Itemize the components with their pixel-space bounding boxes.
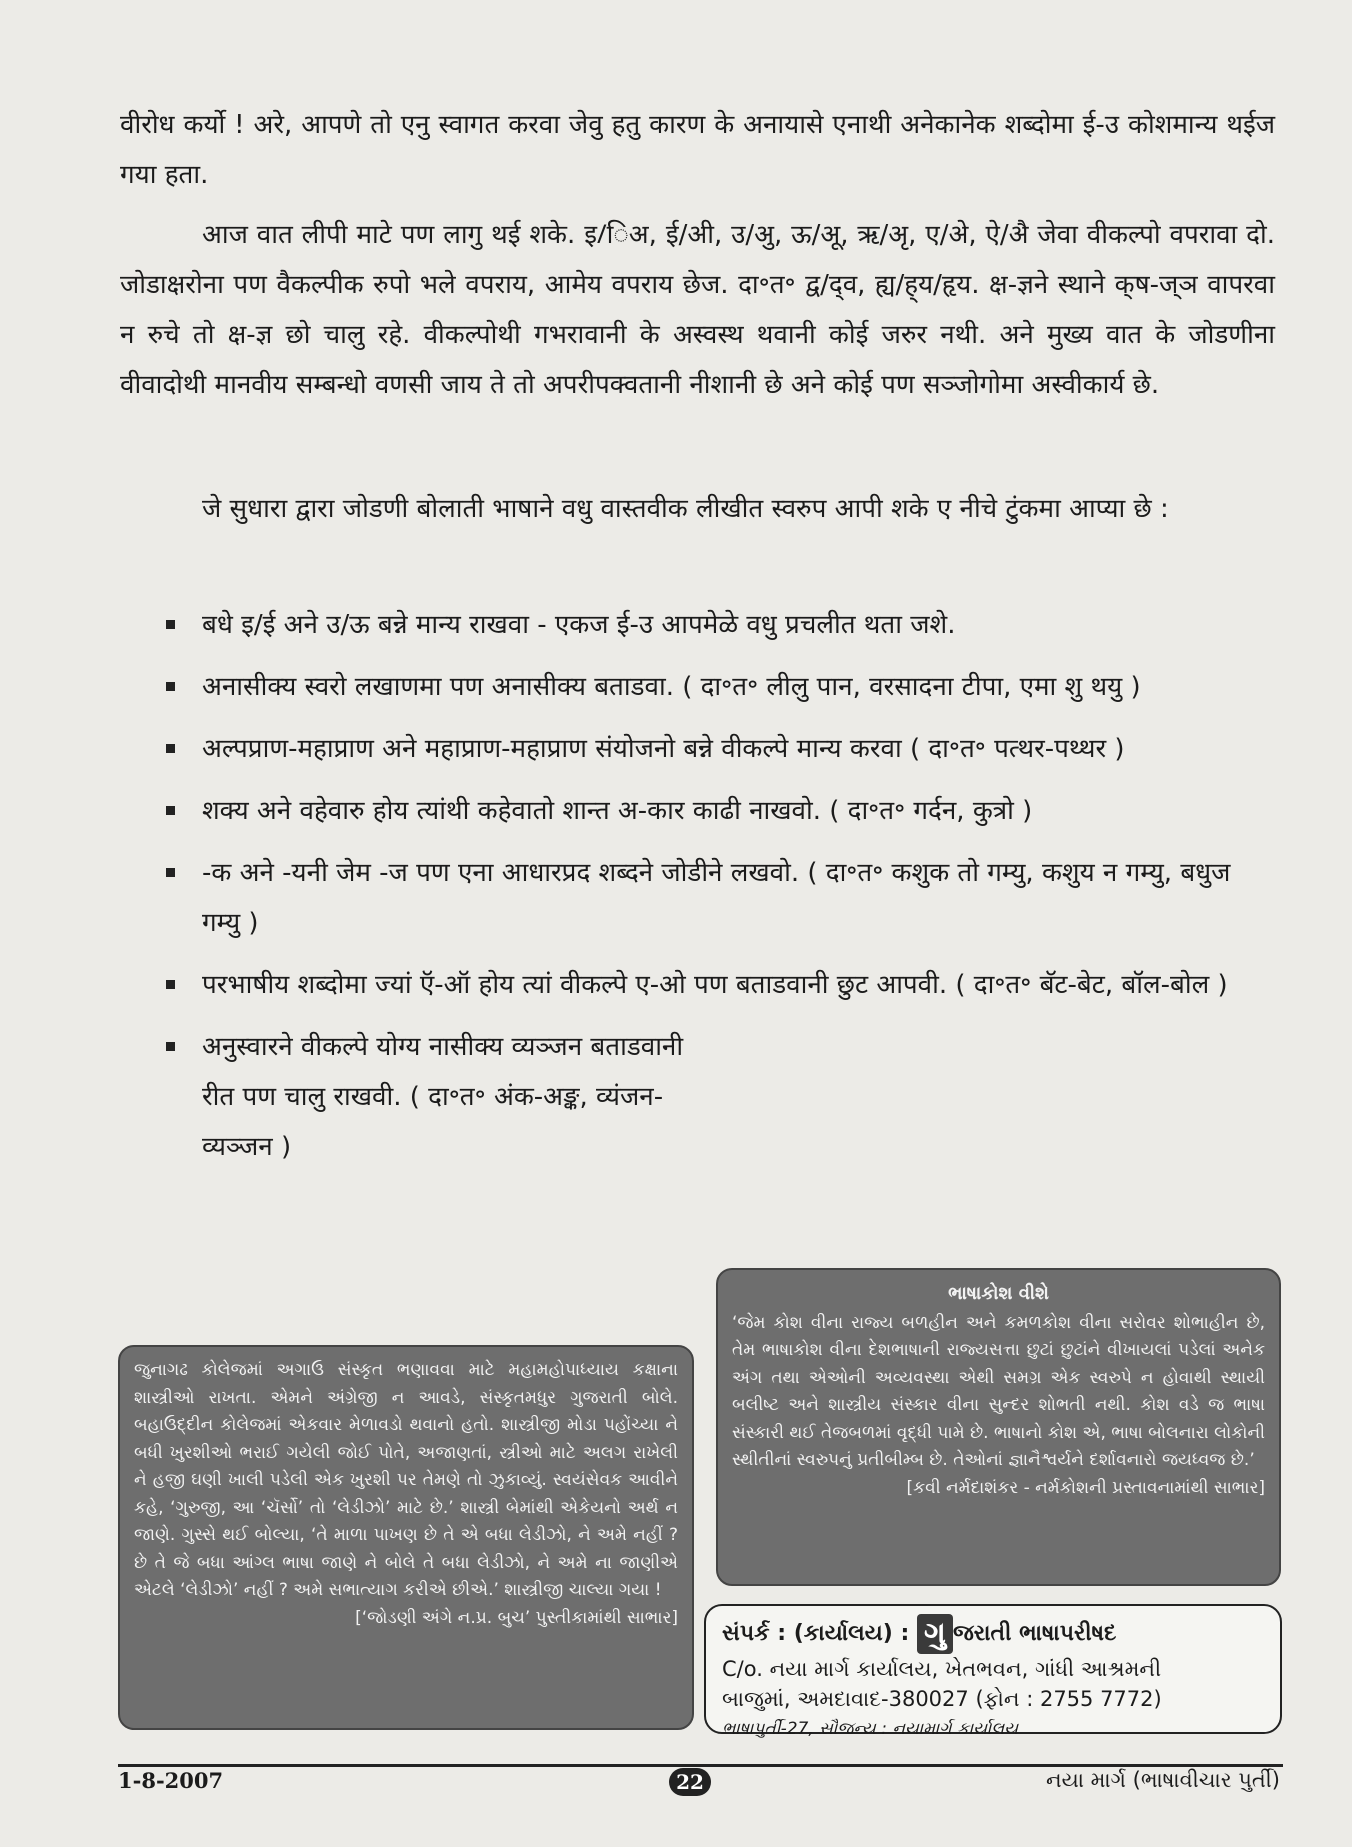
anecdote-box: [118, 1345, 694, 1730]
contact-address-2: બાજુમાં, અમદાવાદ-380027 (ફોન : 2755 7772): [722, 1687, 1162, 1711]
bhashakosh-box: [716, 1268, 1281, 1586]
gu-logo-icon: ગુ: [917, 1614, 953, 1654]
bullet-square-icon: [166, 744, 175, 753]
box-source: [કવી નર્મદાશંકર - નર્મકોશની પ્રસ્તાવનામાંથી સાભાર]: [906, 1477, 1265, 1498]
page-number: 22: [669, 1768, 711, 1796]
list-item: बधे इ/ई अने उ/ऊ बन्ने मान्य राखवा - एकज ई-उ आपमेळे वधु प्रचलीत थता जशे.: [160, 600, 1275, 650]
list-item: अनासीक्य स्वरो लखाणमा पण अनासीक्य बताडवा. ( दा॰त॰ लीलु पान, वरसादना टीपा, एमा शु थयु ): [160, 662, 1275, 712]
list-item: शक्य अने वहेवारु होय त्यांथी कहेवातो शान्त अ-कार काढी नाखवो. ( दा॰त॰ गर्दन, कुत्रो ): [160, 786, 1275, 836]
paragraph-2: आज वात लीपी माटे पण लागु थई शके. इ/िअ, ई/अी, उ/अु, ऊ/अू, ऋ/अृ, ए/अे, ऐ/अै जेवा वीकल्पो वपरावा दो. जोडाक्षरोना पण वैकल्पीक रुपो भले वपराय, आमेय वपराय छेज. दा॰त॰ द्व/द्‌व, ह्य/ह्‌य/हृय. क्ष-ज्ञने स्थाने क्‌ष-ज्‌ञ वापरवा न रुचे तो क्ष-ज्ञ छो चालु रहे. वीकल्पोथी गभरावानी के अस्वस्थ थवानी कोई जरुर नथी. अने मुख्य वात के जोडणीना वीवादोथी मानवीय सम्बन्धो वणसी जाय ते तो अपरीपक्वतानी नीशानी छे अने कोई पण सञ्जोगोमा अस्वीकार्य छे.: [120, 220, 1275, 400]
bullet-square-icon: [166, 980, 175, 989]
issue-date: 1-8-2007: [118, 1768, 224, 1793]
box-body: જુનાગઢ કોલેજમાં અગાઉ સંસ્કૃત ભણાવવા માટે મહામહોપાધ્યાય કક્ષાના શાસ્ત્રીઓ રાખતા. એમને અંગ્રેજી ન આવડે, સંસ્કૃતમધુર ગુજરાતી બોલે. બહાઉદ્દીન કોલેજમાં એકવાર મેળાવડો થવાનો હતો. શાસ્ત્રીજી મોડા પહોંચ્યા ને બધી ખુરશીઓ ભરાઈ ગયેલી જોઈ પોતે, અજાણતાં, સ્ત્રીઓ માટે અલગ રાખેલી ને હજી ઘણી ખાલી પડેલી એક ખુરશી પર તેમણે તો ઝુકાવ્યું. સ્વયંસેવક આવીને કહે, ‘ગુરુજી, આ ‘ચૅર્સો’ તો ‘લેડીઝો’ માટે છે.’ શાસ્ત્રી બેમાંથી એકેયનો અર્થ ન જાણે. ગુસ્સે થઈ બોલ્યા, ‘તે માળા પાખણ છે તે એ બધા લેડીઝો, ને અમે નહીં ? છે તે જે બધા આંગ્લ ભાષા જાણે ને બોલે તે બધા લેડીઝો, ને અમે ના જાણીએ એટલે ‘લેડીઝો’ નહીં ? અમે સભાત્યાગ કરીએ છીએ.’ શાસ્ત્રીજી ચાલ્યા ગયા !: [134, 1360, 678, 1600]
bullet-square-icon: [166, 682, 175, 691]
box-title: ભાષાકોશ વીશે: [948, 1283, 1049, 1304]
paragraph-3: जे सुधारा द्वारा जोडणी बोलाती भाषाने वधु वास्तवीक लीखीत स्वरुप आपी शके ए नीचे टुंकमा आप्या छे :: [202, 494, 1169, 524]
bullet-square-icon: [166, 620, 175, 629]
rules-list: [160, 600, 1275, 1184]
bullet-square-icon: [166, 868, 175, 877]
box-source: [‘જોડણી અંગે ન.પ્ર. બુચ’ પુસ્તીકામાંથી સાભાર]: [355, 1607, 678, 1628]
list-item: अल्पप्राण-महाप्राण अने महाप्राण-महाप्राण संयोजनो बन्ने वीकल्पे मान्य करवा ( दा॰त॰ पत्थर-पथ्थर ): [160, 724, 1275, 774]
contact-address: C/o. નયા માર્ગ કાર્યાલય, ખેતભવન, ગાંધી આશ્રમની: [722, 1657, 1162, 1681]
bullet-square-icon: [166, 806, 175, 815]
contact-credit: ભાષાપુર્તી-27, સૌજન્ય : નયામાર્ગ કાર્યાલય: [722, 1719, 1019, 1739]
publication-name: નયા માર્ગ (ભાષાવીચાર પુર્તી): [1046, 1768, 1280, 1792]
footer-divider: [118, 1764, 1283, 1767]
contact-box: [704, 1604, 1282, 1739]
bullet-square-icon: [166, 1042, 175, 1051]
list-item: -क अने -यनी जेम -ज पण एना आधारप्रद शब्दने जोडीने लखवो. ( दा॰त॰ कशुक तो गम्यु, कशुय न गम्यु, बधुज गम्यु ): [160, 848, 1275, 948]
list-item: अनुस्वारने वीकल्पे योग्य नासीक्य व्यञ्जन बताडवानी रीत पण चालु राखवी. ( दा॰त॰ अंक-अङ्क, व्यंजन-व्यञ्जन ): [160, 1022, 722, 1172]
contact-heading: સંપર્ક : (કાર્યાલય) : ગુ જરાતી ભાષાપરીષદ: [722, 1614, 1264, 1654]
paragraph-1: वीरोध कर्यो ! अरे, आपणे तो एनु स्वागत करवा जेवु हतु कारण के अनायासे एनाथी अनेकानेक शब्दोमा ई-उ कोशमान्य थईज गया हता.: [120, 110, 1275, 190]
box-body: ‘જેમ કોશ વીના રાજ્ય બળહીન અને કમળકોશ વીના સરોવર શોભાહીન છે, તેમ ભાષાકોશ વીના દેશભાષાની રાજ્યસત્તા છુટાં છુટાંને વીખાયલાં પડેલાં અનેક અંગ તથા એઓની અવ્યવસ્થા એથી સમગ્ર એક સ્વરુપે ન હોવાથી સ્થાયી બલીષ્ટ અને શાસ્ત્રીય સંસ્કાર વીના સુન્દર શોભતી નથી. કોશ વડે જ ભાષા સંસ્કારી થઈ તેજબળમાં વૃદ્ધી પામે છે. ભાષાનો કોશ એ, ભાષા બોલનારા લોકોની સ્થીતીનાં સ્વરુપનું પ્રતીબીમ્બ છે. તેઓનાં જ્ઞાનૈશ્વર્યને દર્શાવનારો જયધ્વજ છે.’: [732, 1312, 1265, 1470]
list-item: परभाषीय शब्दोमा ज्यां ऍ-ऑ होय त्यां वीकल्पे ए-ओ पण बताडवानी छुट आपवी. ( दा॰त॰ बॅट-बेट, बॉल-बोल ): [160, 960, 1275, 1010]
